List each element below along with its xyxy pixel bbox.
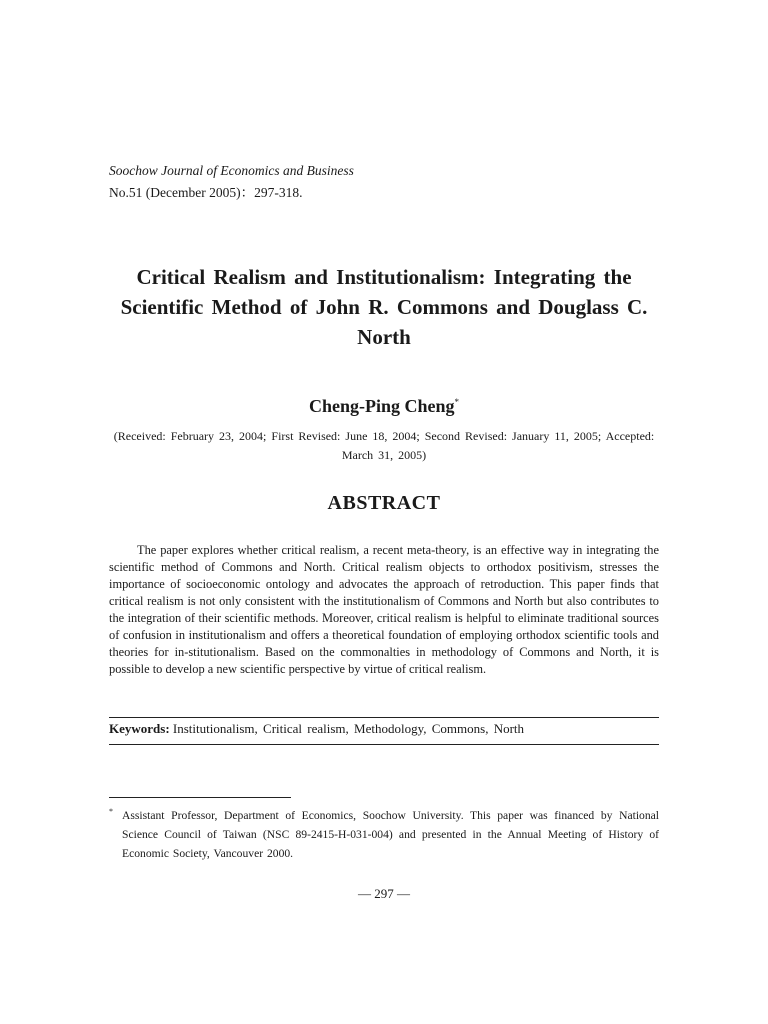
abstract-heading: ABSTRACT [327,492,441,514]
author-footnote-mark: * [454,397,460,407]
abstract-body: The paper explores whether critical realism, a recent meta-theory, is an effective way in integrating the scientific method of Commons and North. Critical realism objects to orthodox positivism, stresses the importance of socioeconomic ontology and advocates the approach of retroduction. This paper finds that critical realism is not only consistent with the institutionalism of Commons and North but also contributes to the integration of their scientific methods. Moreover, critical realism is helpful to eliminate traditional sources of confusion in institutionalism and offers a theoretical foundation of employing orthodox scientific tools and theories for in-stitutionalism. Based on the commonalties in methodology of Commons and North, it is possible to develop a new scientific perspective by virtue of critical realism. [109,543,659,676]
footnote-mark: * [109,807,113,816]
footnote [109,806,659,863]
journal-name: Soochow Journal of Economics and Business [109,163,354,178]
footnote-text: Assistant Professor, Department of Economics, Soochow University. This paper was financed by National Science Council of Taiwan (NSC 89-2415-H-031-004) and presented in the Annual Meeting of History of Economic Society, Vancouver 2000. [122,809,659,860]
paper-title: Critical Realism and Institutionalism: Integrating the Scientific Method of John R. Commons and Douglass C. North [120,265,648,349]
keywords-bottom-rule [109,744,659,745]
page-number: — 297 — [358,886,410,901]
journal-issue: No.51 (December 2005)：297-318. [109,185,303,200]
received-dates: (Received: February 23, 2004; First Revised: June 18, 2004; Second Revised: January 11, 2005; Accepted: March 31, 2005) [113,429,655,462]
keywords-label: Keywords: [109,721,170,736]
keywords-top-rule [109,717,659,718]
journal-header [109,160,354,204]
footnote-separator [109,797,291,798]
keywords-line [109,721,524,737]
keywords-text: Institutionalism, Critical realism, Methodology, Commons, North [172,721,525,736]
author-name: Cheng-Ping Cheng [308,396,455,416]
author-line [0,396,768,417]
